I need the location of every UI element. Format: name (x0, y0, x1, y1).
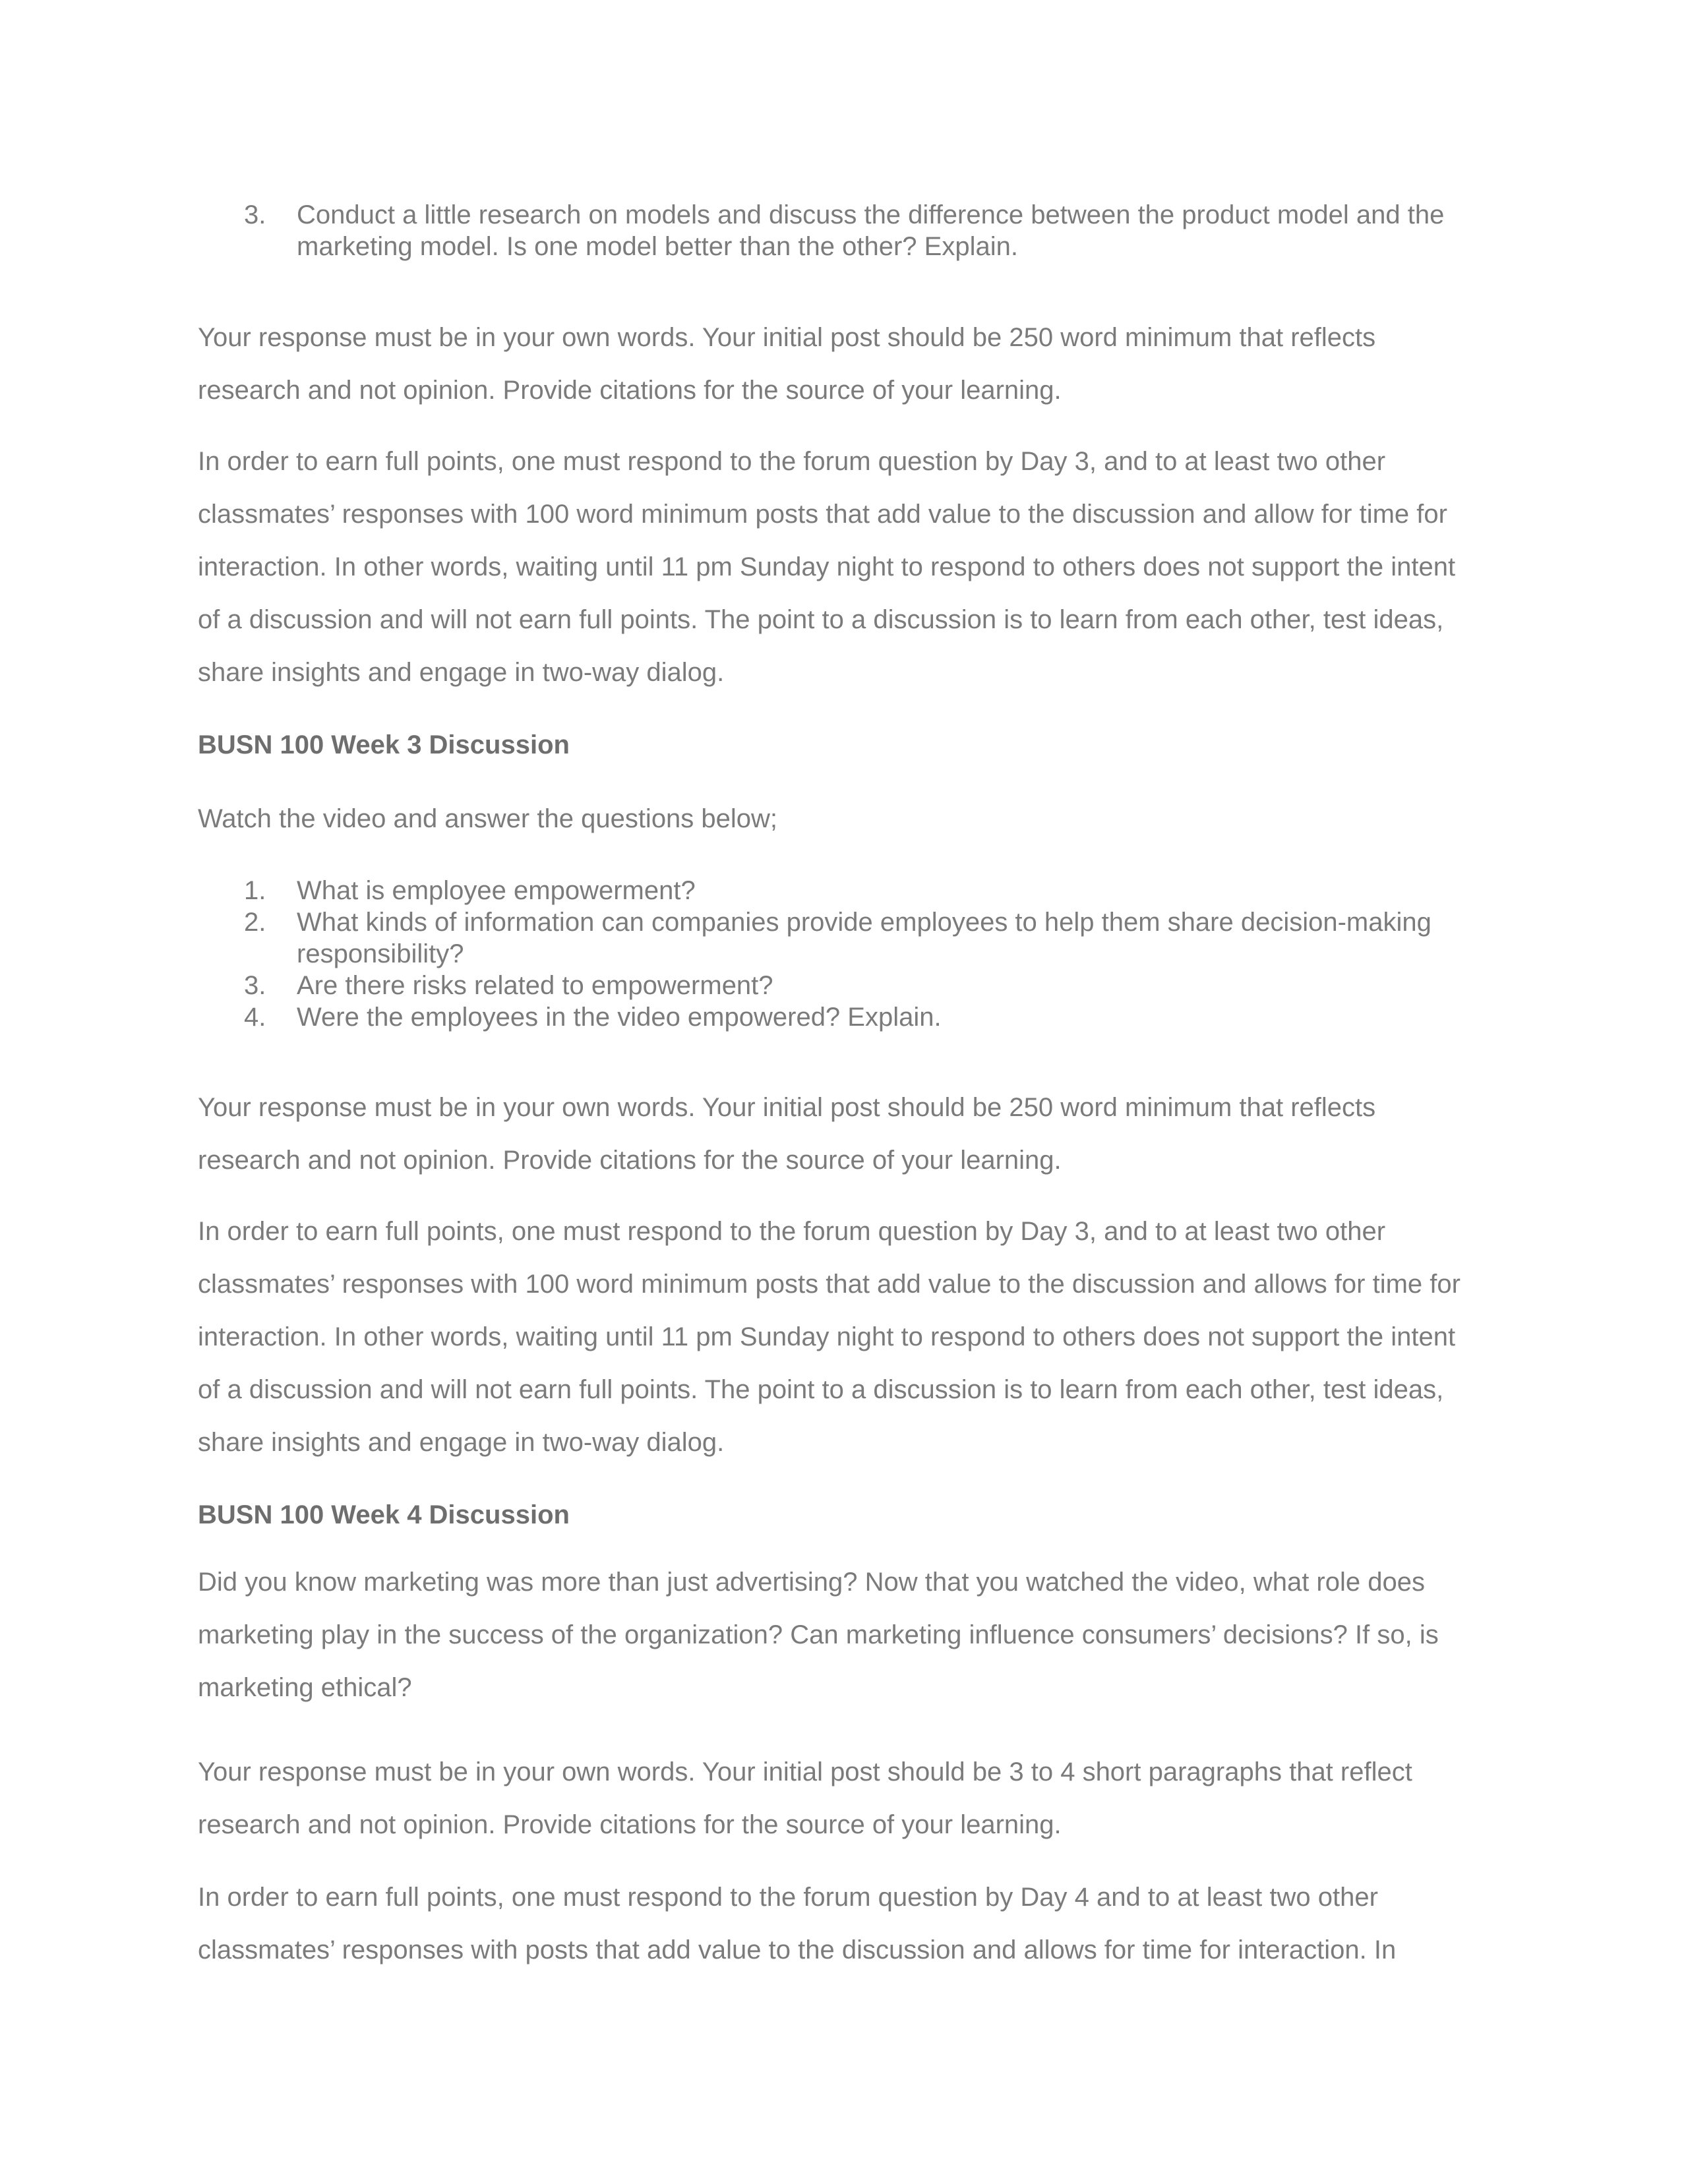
full-points-paragraph: In order to earn full points, one must respond to the forum question by Day 3, and to at least two other classmates’ responses with 100 word minimum posts that add value to the discussion and allow for time for interaction. In other words, waiting until 11 pm Sunday night to respond to others does not support the intent of a discussion and will not earn full points. The point to a discussion is to learn from each other, test ideas, share insights and engage in two-way dialog. (198, 447, 1456, 687)
list-item-text: Conduct a little research on models and discuss the difference between the product model and the marketing model. Is one model better than the other? Explain. (297, 200, 1445, 261)
list-item-text: What is employee empowerment? (297, 876, 696, 905)
list-item-text: Were the employees in the video empowered? Explain. (297, 1003, 942, 1032)
week4-heading: BUSN 100 Week 4 Discussion (198, 1500, 570, 1529)
list-item (198, 875, 1484, 906)
week4-response-requirements-paragraph: Your response must be in your own words. Your initial post should be 3 to 4 short paragraphs that reflect research and not opinion. Provide citations for the source of your learning. (198, 1757, 1412, 1839)
week4-full-points-paragraph: In order to earn full points, one must respond to the forum question by Day 4 and to at least two other classmates’ responses with posts that add value to the discussion and allows for time for interaction. In (198, 1883, 1397, 1964)
list-item-text: What kinds of information can companies provide employees to help them share decision-making responsibility? (297, 908, 1432, 968)
list-item-number: 3. (244, 971, 266, 1000)
list-item-number: 3. (244, 200, 266, 229)
week4-question-paragraph: Did you know marketing was more than just advertising? Now that you watched the video, what role does marketing play in the success of the organization? Can marketing influence consumers’ decisions? If so, is marketing ethical? (198, 1568, 1439, 1702)
week3-response-requirements-paragraph: Your response must be in your own words. Your initial post should be 250 word minimum that reflects research and not opinion. Provide citations for the source of your learning. (198, 1093, 1376, 1175)
list-item-text: Are there risks related to empowerment? (297, 971, 773, 1000)
list-item (198, 1001, 1484, 1033)
list-item (198, 906, 1484, 970)
week3-heading: BUSN 100 Week 3 Discussion (198, 730, 570, 759)
week3-intro: Watch the video and answer the questions below; (198, 804, 778, 833)
list-item-number: 4. (244, 1003, 266, 1032)
question-list-top (198, 199, 1484, 262)
list-item (198, 970, 1484, 1001)
list-item-number: 2. (244, 908, 266, 937)
list-item-number: 1. (244, 876, 266, 905)
week3-question-list (198, 875, 1484, 1033)
list-item (198, 199, 1484, 262)
week3-full-points-paragraph: In order to earn full points, one must respond to the forum question by Day 3, and to at least two other classmates’ responses with 100 word minimum posts that add value to the discussion and allows for time for interaction. In other words, waiting until 11 pm Sunday night to respond to others does not support the intent of a discussion and will not earn full points. The point to a discussion is to learn from each other, test ideas, share insights and engage in two-way dialog. (198, 1217, 1461, 1457)
response-requirements-paragraph: Your response must be in your own words. Your initial post should be 250 word minimum that reflects research and not opinion. Provide citations for the source of your learning. (198, 323, 1376, 405)
